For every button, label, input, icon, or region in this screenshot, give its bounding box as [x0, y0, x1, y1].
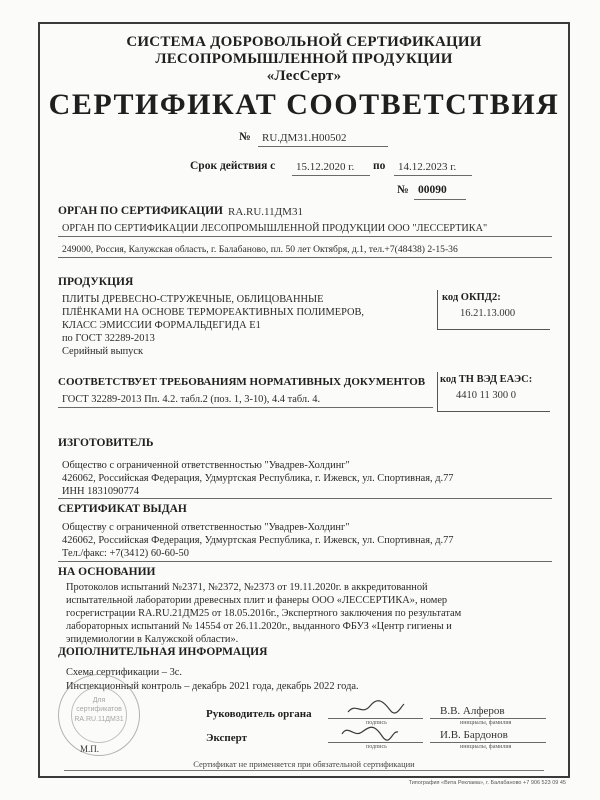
conformity-documents: ГОСТ 32289-2013 Пп. 4.2. табл.2 (поз. 1, 3-10), 4.4 табл. 4. — [62, 394, 321, 405]
okpd-value: 16.21.13.000 — [460, 308, 516, 319]
system-title-line2: ЛЕСОПРОМЫШЛЕННОЙ ПРОДУКЦИИ — [155, 51, 453, 67]
okpd-label: код ОКПД2: — [442, 292, 501, 303]
system-title-line3: «ЛесСерт» — [266, 68, 342, 84]
system-title-line1: СИСТЕМА ДОБРОВОЛЬНОЙ СЕРТИФИКАЦИИ — [126, 34, 482, 50]
valid-to-label: по — [373, 160, 386, 172]
basis-line1: Протоколов испытаний №2371, №2372, №2373 от 19.11.2020г. в аккредитованной — [66, 582, 428, 593]
head-signature-icon — [346, 698, 406, 718]
validity-label: Срок действия с — [190, 160, 276, 172]
product-release-type: Серийный выпуск — [62, 346, 143, 357]
basis-line2: испытательной лаборатории древесных плит и фанеры ООО «ЛЕССЕРТИКА», номер — [66, 595, 448, 606]
form-number-label: № — [397, 184, 409, 196]
product-line3: КЛАСС ЭМИССИИ ФОРМАЛЬДЕГИДА Е1 — [62, 320, 261, 331]
product-line2: ПЛЁНКАМИ НА ОСНОВЕ ТЕРМОРЕАКТИВНЫХ ПОЛИМЕРОВ, — [62, 307, 365, 318]
stamp-line2: сертификатов — [76, 706, 122, 713]
issued-to-name: Обществу с ограниченной ответственностью "Увадрев-Холдинг" — [62, 522, 350, 533]
basis-line4: лабораторных испытаний № 14554 от 26.11.2020г., выданного ФБУЗ «Центр гигиены и — [66, 621, 452, 632]
registration-number: RU.ДМ31.H00502 — [262, 132, 347, 144]
product-line1: ПЛИТЫ ДРЕВЕСНО-СТРУЖЕЧНЫЕ, ОБЛИЦОВАННЫЕ — [62, 294, 324, 305]
expert-name: И.В. Бардонов — [440, 729, 508, 741]
issued-to-label: СЕРТИФИКАТ ВЫДАН — [58, 503, 187, 515]
manufacturer-inn: ИНН 1831090774 — [62, 486, 140, 497]
stamp-line1: Для — [92, 697, 106, 704]
valid-to-date: 14.12.2023 г. — [398, 161, 457, 173]
manufacturer-name: Общество с ограниченной ответственностью "Увадрев-Холдинг" — [62, 460, 350, 471]
additional-info-label: ДОПОЛНИТЕЛЬНАЯ ИНФОРМАЦИЯ — [58, 646, 268, 658]
certification-body-name: ОРГАН ПО СЕРТИФИКАЦИИ ЛЕСОПРОМЫШЛЕННОЙ ПРОДУКЦИИ ООО "ЛЕССЕРТИКА" — [62, 223, 488, 234]
certification-body-label: ОРГАН ПО СЕРТИФИКАЦИИ — [58, 205, 223, 217]
seal-label: М.П. — [80, 744, 100, 754]
expert-signature-icon — [340, 722, 400, 742]
head-of-body-name: В.В. Алферов — [440, 705, 505, 717]
basis-line5: эпидемиологии в Калужской области». — [66, 634, 239, 645]
form-number: 00090 — [418, 184, 447, 196]
expert-signature-caption: подпись — [366, 744, 387, 750]
product-label: ПРОДУКЦИЯ — [58, 276, 134, 288]
footer-note: Сертификат не применяется при обязательной сертификации — [193, 759, 415, 769]
stamp-line3: RA.RU.11ДМ31 — [74, 716, 124, 723]
tnved-label: код ТН ВЭД ЕАЭС: — [440, 374, 533, 385]
issued-to-phone: Тел./факс: +7(3412) 60-60-50 — [62, 548, 189, 559]
conformity-label: СООТВЕТСТВУЕТ ТРЕБОВАНИЯМ НОРМАТИВНЫХ ДОКУМЕНТОВ — [58, 376, 426, 388]
expert-initials-caption: инициалы, фамилия — [460, 744, 512, 750]
inspection-control: Инспекционный контроль – декабрь 2021 года, декабрь 2022 года. — [66, 681, 359, 692]
printer-info: Типография «Вита Реклама», г. Балабаново +7 906 523 09 45 — [408, 780, 566, 786]
certification-body-address: 249000, Россия, Калужская область, г. Балабаново, пл. 50 лет Октября, д.1, тел.+7(48438) 2-15-36 — [62, 244, 458, 255]
basis-label: НА ОСНОВАНИИ — [58, 566, 156, 578]
issued-to-address: 426062, Российская Федерация, Удмуртская Республика, г. Ижевск, ул. Спортивная, д.77 — [62, 535, 454, 546]
basis-line3: госрегистрации RA.RU.21ДМ25 от 18.05.2016г., Экспертного заключения по результатам — [66, 608, 462, 619]
certification-body-code: RA.RU.11ДМ31 — [228, 206, 303, 218]
head-of-body-label: Руководитель органа — [206, 708, 312, 720]
head-signature-caption: подпись — [366, 720, 387, 726]
valid-from-date: 15.12.2020 г. — [296, 161, 355, 173]
tnved-value: 4410 11 300 0 — [456, 390, 516, 401]
product-standard: по ГОСТ 32289-2013 — [62, 333, 155, 344]
certification-scheme: Схема сертификации – 3с. — [66, 667, 182, 678]
manufacturer-address: 426062, Российская Федерация, Удмуртская Республика, г. Ижевск, ул. Спортивная, д.77 — [62, 473, 454, 484]
manufacturer-label: ИЗГОТОВИТЕЛЬ — [58, 437, 154, 449]
expert-label: Эксперт — [206, 732, 248, 744]
head-initials-caption: инициалы, фамилия — [460, 720, 512, 726]
certificate-title: СЕРТИФИКАТ СООТВЕТСТВИЯ — [48, 88, 560, 121]
registration-number-label: № — [239, 131, 251, 143]
